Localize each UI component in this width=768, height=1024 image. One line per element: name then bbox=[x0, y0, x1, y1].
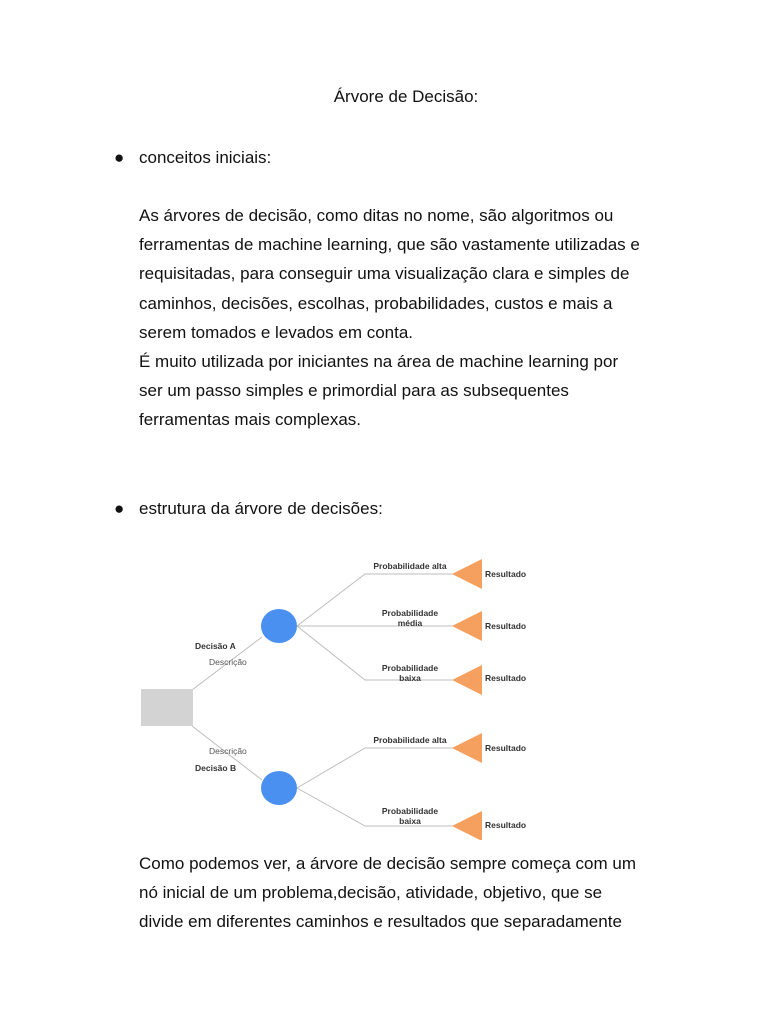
closing-paragraph bbox=[139, 849, 699, 937]
paragraph-line: ser um passo simples e primordial para as subsequentes bbox=[139, 381, 569, 401]
probability-label: baixa bbox=[399, 673, 421, 683]
decision-node-b bbox=[261, 771, 297, 805]
edge-a-high bbox=[297, 574, 458, 626]
probability-label: Probabilidade alta bbox=[373, 561, 447, 571]
probability-label: média bbox=[397, 618, 423, 628]
probability-label: Probabilidade bbox=[381, 663, 439, 673]
outcome-triangle bbox=[452, 665, 482, 695]
decision-b-label: Decisão B bbox=[195, 763, 237, 773]
paragraph-line: caminhos, decisões, escolhas, probabilidades, custos e mais a bbox=[139, 293, 613, 313]
paragraph-line: divide em diferentes caminhos e resultados que separadamente bbox=[139, 912, 622, 932]
decision-a-description: Descrição bbox=[209, 657, 247, 667]
decision-b-description: Descrição bbox=[209, 746, 247, 756]
outcome-triangle bbox=[452, 811, 482, 840]
probability-label: Probabilidade alta bbox=[373, 735, 447, 745]
paragraph-line: É muito utilizada por iniciantes na área de machine learning por bbox=[139, 352, 619, 372]
probability-label: Probabilidade bbox=[381, 806, 439, 816]
intro-paragraph bbox=[139, 201, 699, 435]
root-node bbox=[141, 689, 193, 726]
decision-a-label: Decisão A bbox=[195, 641, 236, 651]
result-label: Resultado bbox=[485, 673, 527, 683]
paragraph-line: serem tomados e levados em conta. bbox=[139, 322, 414, 342]
probability-label: baixa bbox=[399, 816, 421, 826]
result-label: Resultado bbox=[485, 621, 527, 631]
outcome-triangle bbox=[452, 559, 482, 589]
paragraph-line: ferramentas de machine learning, que são vastamente utilizadas e bbox=[139, 235, 640, 255]
outcome-triangle bbox=[452, 611, 482, 641]
document-title: Árvore de Decisão: bbox=[333, 87, 479, 106]
paragraph-line: Como podemos ver, a árvore de decisão sempre começa com um bbox=[139, 854, 637, 873]
section-heading: estrutura da árvore de decisões: bbox=[139, 499, 383, 518]
paragraph-line: requisitadas, para conseguir uma visualização clara e simples de bbox=[139, 264, 630, 284]
paragraph-line: ferramentas mais complexas. bbox=[139, 410, 362, 430]
section-heading: conceitos iniciais: bbox=[139, 148, 272, 167]
decision-node-a bbox=[261, 609, 297, 643]
edge-b-high bbox=[297, 748, 458, 788]
decision-tree-diagram bbox=[140, 550, 540, 840]
result-label: Resultado bbox=[485, 743, 527, 753]
outcome-triangle bbox=[452, 733, 482, 763]
bullet-marker: ● bbox=[114, 499, 125, 518]
probability-label: Probabilidade bbox=[381, 608, 439, 618]
result-label: Resultado bbox=[485, 820, 527, 830]
bullet-marker: ● bbox=[114, 148, 125, 167]
paragraph-line: As árvores de decisão, como ditas no nome, são algoritmos ou bbox=[139, 206, 614, 225]
result-label: Resultado bbox=[485, 569, 527, 579]
paragraph-line: nó inicial de um problema,decisão, atividade, objetivo, que se bbox=[139, 883, 603, 903]
